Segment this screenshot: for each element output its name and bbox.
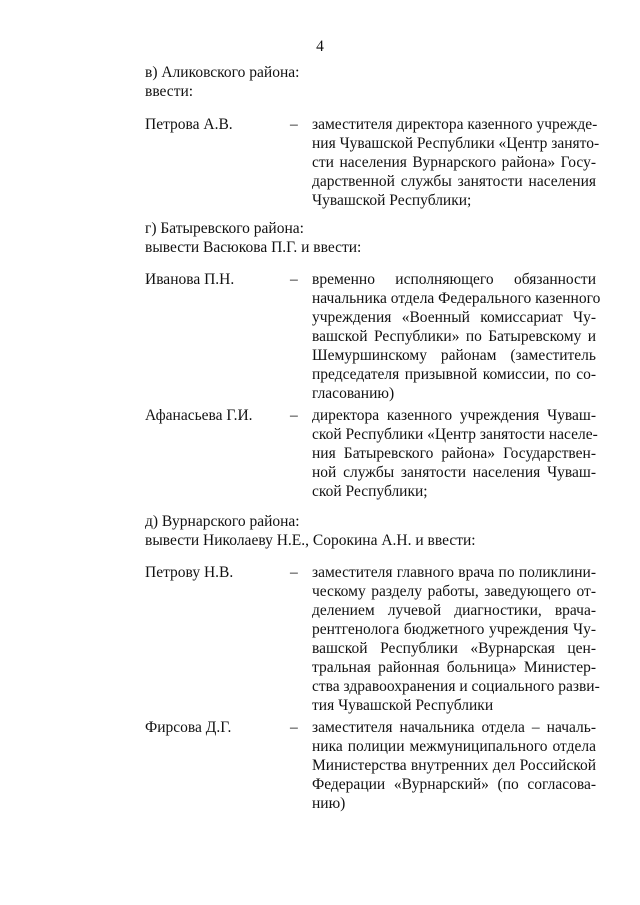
description-line: гласованию) bbox=[312, 385, 395, 402]
section-action: ввести: bbox=[145, 83, 194, 100]
description-line: тральная районная больница» Министер- bbox=[312, 659, 596, 676]
description-line: вашской Республики «Вурнарская цен- bbox=[312, 640, 596, 657]
section-heading: г) Батыревского района: bbox=[145, 220, 304, 237]
position-description bbox=[312, 718, 596, 813]
description-line: ства здравоохранения и социального разви- bbox=[312, 678, 600, 695]
section-heading: в) Аликовского района: bbox=[145, 64, 300, 81]
description-line: заместителя начальника отдела – началь- bbox=[312, 719, 596, 736]
appointee-name: Фирсова Д.Г. bbox=[145, 719, 232, 736]
description-line: заместителя директора казенного учрежде- bbox=[312, 116, 598, 133]
position-description bbox=[312, 270, 601, 403]
description-line: вашской Республики» по Батыревскому и bbox=[312, 328, 596, 345]
appointee-name: Петрову Н.В. bbox=[145, 564, 234, 581]
description-line: нию) bbox=[312, 795, 346, 812]
position-description bbox=[312, 406, 596, 501]
page-number: 4 bbox=[316, 38, 324, 55]
description-line: ния Чувашской Республики «Центр занято- bbox=[312, 135, 600, 152]
entry-dash: – bbox=[290, 564, 298, 581]
description-line: ника полиции межмуниципального отдела bbox=[312, 738, 596, 755]
appointee-name: Петрова А.В. bbox=[145, 116, 233, 133]
description-line: сти населения Вурнарского района» Госу- bbox=[312, 154, 596, 171]
description-line: заместителя главного врача по поликлини- bbox=[312, 564, 596, 581]
description-line: начальника отдела Федерального казенного bbox=[312, 290, 601, 307]
section-action: вывести Николаеву Н.Е., Сорокина А.Н. и ввести: bbox=[145, 532, 476, 549]
description-line: директора казенного учреждения Чуваш- bbox=[312, 407, 596, 424]
description-line: ской Республики; bbox=[312, 483, 428, 500]
description-line: дарственной службы занятости населения bbox=[312, 173, 596, 190]
description-line: председателя призывной комиссии, по со- bbox=[312, 366, 596, 383]
description-line: тия Чувашской Республики bbox=[312, 697, 494, 714]
position-description bbox=[312, 115, 600, 210]
section-heading: д) Вурнарского района: bbox=[145, 513, 300, 530]
description-line: Чувашской Республики; bbox=[312, 192, 472, 209]
entry-dash: – bbox=[290, 116, 298, 133]
description-line: ской Республики «Центр занятости населе- bbox=[312, 426, 598, 443]
description-line: ческому разделу работы, заведующего от- bbox=[312, 583, 596, 600]
description-line: делением лучевой диагностики, врача- bbox=[312, 602, 596, 619]
description-line: Министерства внутренних дел Российской bbox=[312, 757, 596, 774]
entry-dash: – bbox=[290, 271, 298, 288]
description-line: временно исполняющего обязанности bbox=[312, 271, 596, 288]
entry-dash: – bbox=[290, 719, 298, 736]
position-description bbox=[312, 563, 600, 715]
entry-dash: – bbox=[290, 407, 298, 424]
description-line: Федерации «Вурнарский» (по согласова- bbox=[312, 776, 596, 793]
section-action: вывести Васюкова П.Г. и ввести: bbox=[145, 239, 362, 256]
appointee-name: Иванова П.Н. bbox=[145, 271, 235, 288]
description-line: ной службы занятости населения Чуваш- bbox=[312, 464, 596, 481]
description-line: рентгенолога бюджетного учреждения Чу- bbox=[312, 621, 596, 638]
description-line: Шемуршинскому районам (заместитель bbox=[312, 347, 596, 364]
description-line: ния Батыревского района» Государствен- bbox=[312, 445, 596, 462]
description-line: учреждения «Военный комиссариат Чу- bbox=[312, 309, 596, 326]
appointee-name: Афанасьева Г.И. bbox=[145, 407, 253, 424]
